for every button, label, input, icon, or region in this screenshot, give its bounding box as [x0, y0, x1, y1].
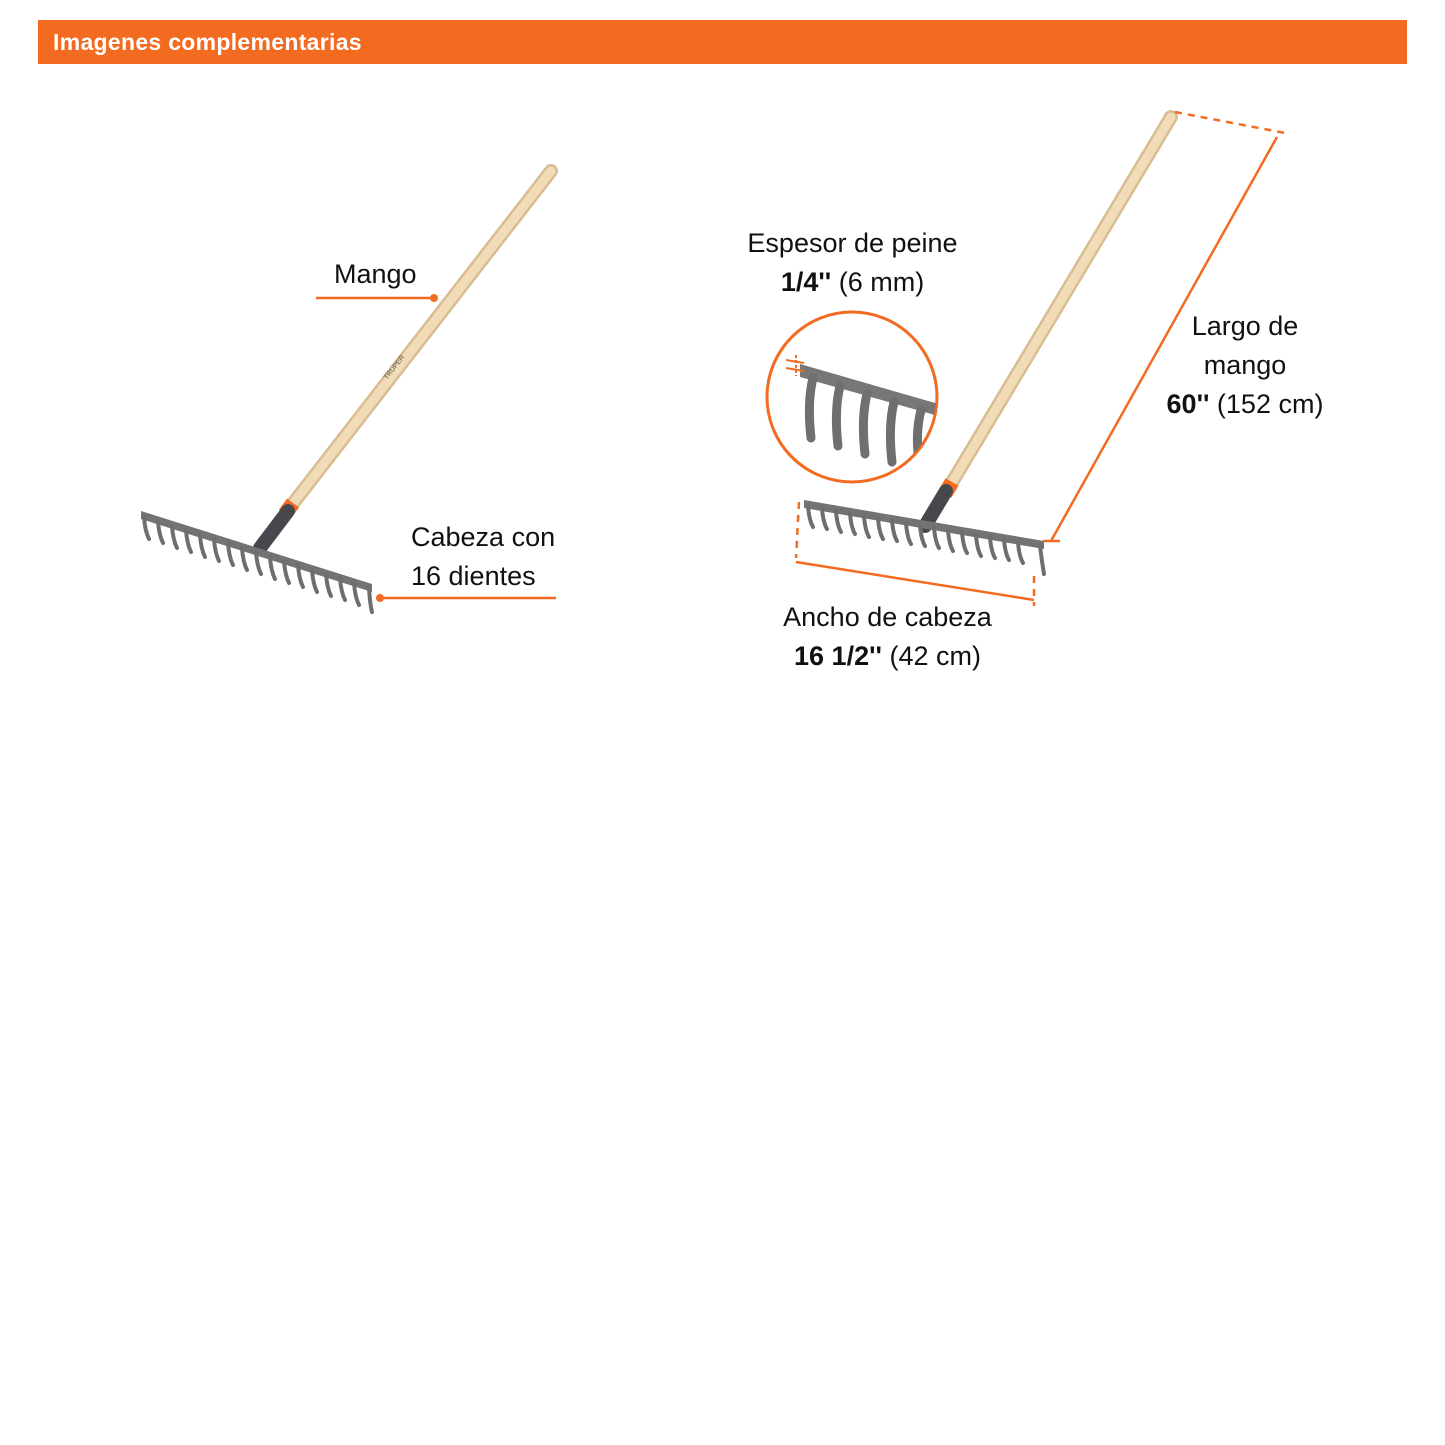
label-head-width — [770, 598, 1005, 676]
comb-thickness-title: Espesor de peine — [747, 228, 958, 258]
comb-zoom-circle — [767, 312, 942, 482]
comb-thickness-value: 1/4'' — [780, 267, 832, 297]
head-width-dimension-line — [796, 562, 1034, 600]
label-cabeza-line1: Cabeza con — [411, 522, 556, 552]
handle-dim-ext-top — [1175, 112, 1285, 133]
label-mango — [334, 255, 417, 294]
handle-length-line1: Largo de — [1191, 311, 1299, 341]
head-width-value: 16 1/2'' — [794, 641, 882, 671]
label-handle-length — [1150, 307, 1340, 424]
comb-thickness-metric: (6 mm) — [838, 267, 925, 297]
head-dim-ext-left — [796, 502, 799, 558]
handle-length-metric: (152 cm) — [1216, 389, 1324, 419]
handle-length-line2: mango — [1203, 350, 1287, 380]
label-comb-thickness — [740, 224, 965, 302]
left-brand-mark: TRUPER — [383, 354, 407, 382]
label-cabeza-line2: 16 dientes — [411, 561, 536, 591]
label-mango-text: Mango — [334, 259, 417, 289]
label-cabeza — [411, 518, 555, 596]
head-width-title: Ancho de cabeza — [783, 602, 992, 632]
head-width-metric: (42 cm) — [889, 641, 981, 671]
banner-title: Imagenes complementarias — [53, 29, 362, 55]
left-rake-tines — [144, 517, 372, 612]
handle-length-value: 60'' — [1166, 389, 1210, 419]
